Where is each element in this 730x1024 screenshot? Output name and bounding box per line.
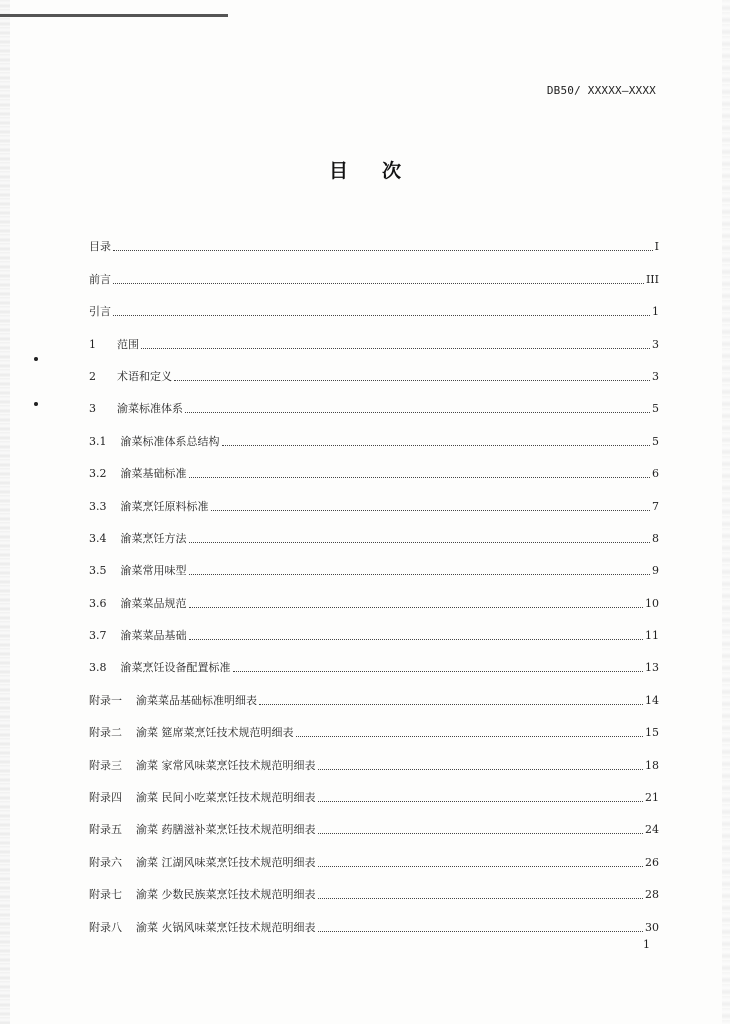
- toc-dot-leader: [296, 736, 644, 737]
- toc-entry[interactable]: [89, 740, 659, 772]
- toc-dot-leader: [189, 574, 651, 575]
- toc-entry-label: 渝菜基础标准: [120, 467, 187, 481]
- toc-entry-page: 3: [652, 369, 659, 383]
- toc-entry-page: 1: [652, 305, 659, 319]
- toc-entry-number: 3.8: [89, 661, 107, 675]
- toc-entry[interactable]: [89, 837, 659, 869]
- toc-entry-label: 渝菜 家常风味菜烹饪技术规范明细表: [136, 758, 316, 772]
- toc-dot-leader: [259, 704, 643, 705]
- toc-entry-page: 26: [645, 855, 659, 869]
- toc-entry[interactable]: [89, 643, 659, 675]
- toc-entry-label: 渝菜菜品基础: [120, 629, 187, 643]
- toc-dot-leader: [318, 833, 644, 834]
- scan-top-rule: [0, 14, 228, 17]
- toc-entry-number: 附录五: [89, 823, 122, 837]
- toc-entry[interactable]: [89, 222, 659, 254]
- toc-entry-label: 渝菜 药膳滋补菜烹饪技术规范明细表: [136, 823, 316, 837]
- toc-entry-number: 2: [89, 369, 96, 383]
- toc-entry[interactable]: [89, 384, 659, 416]
- toc-dot-leader: [318, 898, 644, 899]
- toc-entry-page: 9: [652, 564, 659, 578]
- toc-entry[interactable]: [89, 708, 659, 740]
- toc-entry-label: 引言: [89, 305, 111, 319]
- toc-dot-leader: [113, 315, 650, 316]
- toc-entry-label: 渝菜标准体系总结构: [120, 434, 220, 448]
- toc-entry[interactable]: [89, 319, 659, 351]
- toc-dot-leader: [174, 380, 650, 381]
- toc-entry-label: 渝菜烹饪设备配置标准: [120, 661, 231, 675]
- toc-entry[interactable]: [89, 578, 659, 610]
- page-number: 1: [643, 938, 650, 951]
- toc-entry[interactable]: [89, 870, 659, 902]
- toc-entry-label: 术语和定义: [117, 369, 172, 383]
- toc-dot-leader: [318, 931, 644, 932]
- toc-entry-page: 6: [652, 467, 659, 481]
- toc-entry[interactable]: [89, 416, 659, 448]
- toc-entry-page: 15: [645, 726, 659, 740]
- toc-dot-leader: [185, 412, 650, 413]
- scan-speck: [34, 402, 38, 406]
- toc-dot-leader: [318, 769, 644, 770]
- toc-entry-number: 3.7: [89, 629, 107, 643]
- toc-entry-label: 前言: [89, 272, 111, 286]
- toc-entry[interactable]: [89, 254, 659, 286]
- toc-entry-page: 21: [645, 791, 659, 805]
- scan-speck: [34, 357, 38, 361]
- toc-entry-number: 3.6: [89, 596, 107, 610]
- toc-dot-leader: [113, 250, 653, 251]
- toc-entry-number: 3.5: [89, 564, 107, 578]
- toc-entry-page: 10: [645, 596, 659, 610]
- toc-entry-number: 附录八: [89, 920, 122, 934]
- toc-entry-label: 渝菜烹饪原料标准: [120, 499, 209, 513]
- toc-entry-number: 3.2: [89, 467, 107, 481]
- toc-entry[interactable]: [89, 805, 659, 837]
- toc-dot-leader: [233, 671, 644, 672]
- toc-entry-label: 渝菜常用味型: [120, 564, 187, 578]
- toc-entry-label: 渝菜标准体系: [117, 402, 183, 416]
- toc-entry[interactable]: [89, 902, 659, 934]
- toc-entry-label: 渝菜菜品规范: [120, 596, 187, 610]
- scan-edge-right: [722, 0, 730, 1024]
- toc-dot-leader: [318, 801, 644, 802]
- toc-entry-number: 3: [89, 402, 96, 416]
- toc-entry[interactable]: [89, 514, 659, 546]
- toc-entry-label: 渝菜 火锅风味菜烹饪技术规范明细表: [136, 920, 316, 934]
- toc-entry-label: 目录: [89, 240, 111, 254]
- toc-entry[interactable]: [89, 611, 659, 643]
- toc-entry-number: 附录三: [89, 758, 122, 772]
- toc-entry-label: 渝菜 江湖风味菜烹饪技术规范明细表: [136, 855, 316, 869]
- toc-dot-leader: [211, 510, 651, 511]
- toc-dot-leader: [222, 445, 651, 446]
- toc-entry-page: 24: [645, 823, 659, 837]
- toc-entry[interactable]: [89, 481, 659, 513]
- toc-entry-number: 附录二: [89, 726, 122, 740]
- toc-entry-page: 18: [645, 758, 659, 772]
- toc-entry-page: 11: [645, 629, 659, 643]
- toc-dot-leader: [318, 866, 644, 867]
- toc-entry-page: 30: [645, 920, 659, 934]
- toc-entry[interactable]: [89, 546, 659, 578]
- toc-dot-leader: [141, 348, 650, 349]
- toc-entry-page: 8: [652, 531, 659, 545]
- toc-entry-page: 7: [652, 499, 659, 513]
- toc-entry-label: 渝菜烹饪方法: [120, 531, 187, 545]
- toc-entry-page: 5: [652, 402, 659, 416]
- toc-entry-number: 附录四: [89, 791, 122, 805]
- toc-dot-leader: [189, 607, 644, 608]
- toc-entry-number: 附录一: [89, 693, 122, 707]
- toc-entry-page: 3: [652, 337, 659, 351]
- toc-entry[interactable]: [89, 352, 659, 384]
- toc-dot-leader: [189, 477, 651, 478]
- toc-entry-label: 渝菜 筵席菜烹饪技术规范明细表: [136, 726, 294, 740]
- toc-entry-label: 渝菜 少数民族菜烹饪技术规范明细表: [136, 888, 316, 902]
- toc-dot-leader: [113, 283, 644, 284]
- toc-entry-label: 范围: [117, 337, 139, 351]
- toc-entry-label: 渝菜菜品基础标准明细表: [136, 693, 257, 707]
- toc-entry[interactable]: [89, 287, 659, 319]
- toc-entry-page: 5: [652, 434, 659, 448]
- toc-entry-number: 3.3: [89, 499, 107, 513]
- toc-dot-leader: [189, 542, 651, 543]
- toc-entry-label: 渝菜 民间小吃菜烹饪技术规范明细表: [136, 791, 316, 805]
- toc-entry-page: 14: [645, 693, 659, 707]
- document-code: DB50/ XXXXX—XXXX: [546, 84, 656, 97]
- toc-entry[interactable]: [89, 675, 659, 707]
- toc-entry-number: 附录六: [89, 855, 122, 869]
- toc-entry-number: 1: [89, 337, 96, 351]
- table-of-contents: [89, 222, 659, 935]
- toc-entry[interactable]: [89, 449, 659, 481]
- toc-entry-number: 附录七: [89, 888, 122, 902]
- toc-entry-page: 28: [645, 888, 659, 902]
- toc-title: 目次: [328, 160, 435, 182]
- toc-entry-page: III: [645, 272, 659, 286]
- toc-entry-page: I: [654, 240, 659, 254]
- toc-entry-number: 3.4: [89, 531, 107, 545]
- scan-edge-left: [0, 0, 10, 1024]
- toc-entry-number: 3.1: [89, 434, 107, 448]
- toc-entry-page: 13: [645, 661, 659, 675]
- toc-entry[interactable]: [89, 773, 659, 805]
- toc-dot-leader: [189, 639, 644, 640]
